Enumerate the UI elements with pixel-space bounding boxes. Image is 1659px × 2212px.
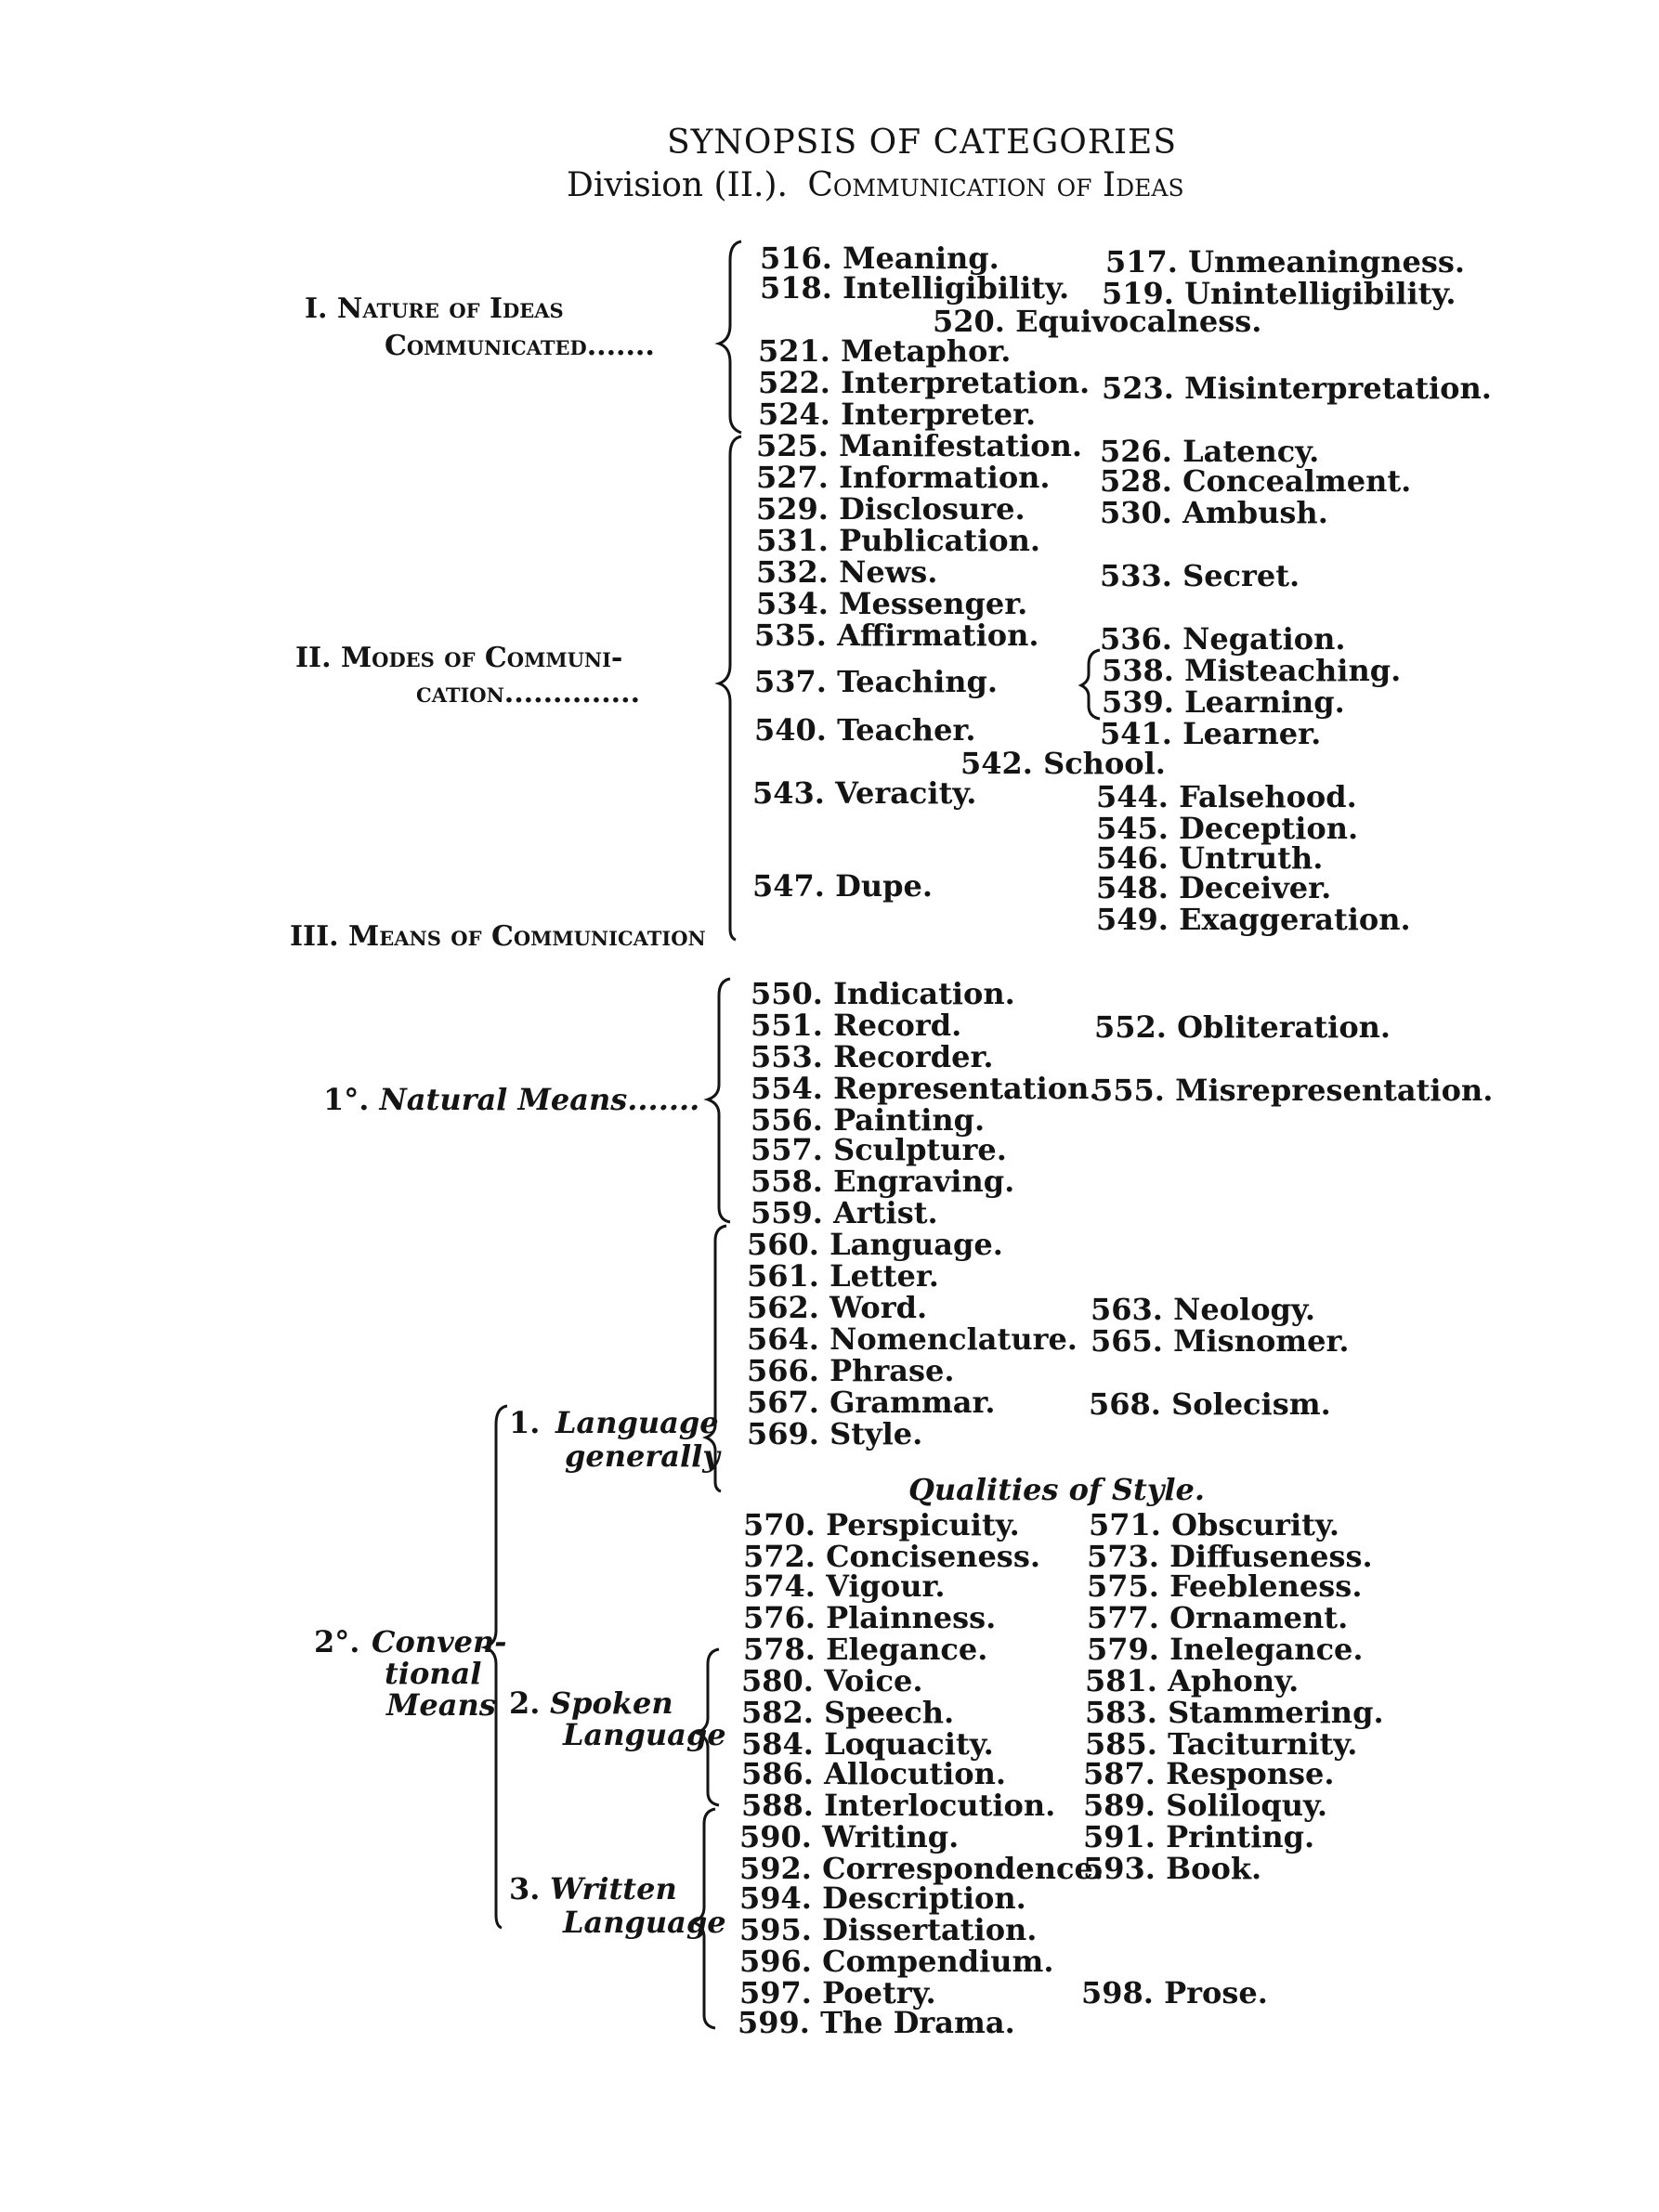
category-531: 531. Publication. <box>756 523 1040 558</box>
category-565: 565. Misnomer. <box>1091 1323 1350 1359</box>
category-529: 529. Disclosure. <box>756 491 1025 527</box>
category-541: 541. Learner. <box>1100 716 1322 751</box>
category-545: 545. Deception. <box>1096 811 1359 846</box>
category-540: 540. Teacher. <box>754 712 976 748</box>
category-564: 564. Nomenclature. <box>747 1321 1078 1357</box>
brace-written <box>693 1809 715 2028</box>
category-572: 572. Conciseness. <box>743 1539 1040 1574</box>
category-571: 571. Obscurity. <box>1089 1507 1339 1542</box>
category-598: 598. Prose. <box>1081 1975 1268 2010</box>
brace-538-539 <box>1081 650 1100 719</box>
category-561: 561. Letter. <box>747 1258 939 1294</box>
category-580: 580. Voice. <box>741 1663 923 1698</box>
category-569: 569. Style. <box>747 1416 923 1451</box>
category-526: 526. Latency. <box>1100 434 1320 469</box>
brace-conventional <box>485 1406 507 1928</box>
division-name: Communication of Ideas <box>807 166 1184 204</box>
spoken-language-line2: Language <box>563 1717 726 1752</box>
written-language-number: 3. <box>509 1871 541 1906</box>
category-596: 596. Compendium. <box>739 1944 1054 1979</box>
category-549: 549. Exaggeration. <box>1096 902 1411 937</box>
category-556: 556. Painting. <box>751 1102 986 1138</box>
category-555: 555. Misrepresentation. <box>1092 1073 1494 1108</box>
brace-nature <box>719 241 741 433</box>
category-568: 568. Solecism. <box>1089 1386 1331 1422</box>
category-551: 551. Record. <box>751 1008 962 1043</box>
category-586: 586. Allocution. <box>741 1756 1006 1791</box>
category-584: 584. Loquacity. <box>741 1726 994 1762</box>
category-536: 536. Negation. <box>1100 621 1346 657</box>
category-559: 559. Artist. <box>751 1195 938 1230</box>
category-594: 594. Description. <box>739 1880 1026 1916</box>
category-543: 543. Veracity. <box>752 775 977 811</box>
category-591: 591. Printing. <box>1083 1819 1315 1854</box>
category-563: 563. Neology. <box>1091 1292 1315 1327</box>
written-language-line1: Written <box>550 1871 677 1906</box>
category-519: 519. Unintelligibility. <box>1102 276 1457 311</box>
category-582: 582. Speech. <box>741 1695 955 1730</box>
category-579: 579. Inelegance. <box>1087 1632 1364 1667</box>
category-548: 548. Deceiver. <box>1096 870 1332 905</box>
category-517: 517. Unmeaningness. <box>1105 244 1466 280</box>
section-label-modes-line1: II. Modes of Communi- <box>295 642 623 674</box>
category-574: 574. Vigour. <box>743 1568 946 1604</box>
category-539: 539. Learning. <box>1102 684 1345 720</box>
section-label-modes-line2: cation.............. <box>416 677 641 709</box>
section-label-nature-line2: Communicated....... <box>385 330 655 362</box>
category-593: 593. Book. <box>1083 1851 1262 1886</box>
category-518: 518. Intelligibility. <box>760 270 1070 306</box>
category-597: 597. Poetry. <box>739 1975 936 2010</box>
category-566: 566. Phrase. <box>747 1353 955 1388</box>
category-542: 542. School. <box>960 746 1166 781</box>
conventional-means-line2: tional <box>385 1656 482 1691</box>
category-583: 583. Stammering. <box>1085 1695 1384 1730</box>
division-label: Division (II.). <box>567 166 788 204</box>
category-524: 524. Interpreter. <box>758 397 1037 432</box>
category-567: 567. Grammar. <box>747 1385 996 1420</box>
category-585: 585. Taciturnity. <box>1085 1726 1358 1762</box>
natural-means-number: 1°. <box>323 1082 370 1117</box>
category-544: 544. Falsehood. <box>1096 779 1357 814</box>
category-588: 588. Interlocution. <box>741 1788 1056 1823</box>
category-532: 532. News. <box>756 554 938 590</box>
section-label-means: III. Means of Communication <box>290 920 706 953</box>
category-547: 547. Dupe. <box>752 868 933 904</box>
category-589: 589. Soliloquy. <box>1083 1788 1328 1823</box>
category-558: 558. Engraving. <box>751 1164 1015 1199</box>
category-537: 537. Teaching. <box>754 664 998 699</box>
category-550: 550. Indication. <box>751 976 1015 1011</box>
category-562: 562. Word. <box>747 1290 928 1325</box>
category-534: 534. Messenger. <box>756 586 1028 621</box>
brace-modes <box>719 436 741 940</box>
brace-language-generally <box>706 1226 726 1491</box>
category-576: 576. Plainness. <box>743 1600 997 1635</box>
language-generally-line2: generally <box>565 1438 720 1474</box>
qualities-of-style-heading: Qualities of Style. <box>908 1472 1206 1507</box>
category-587: 587. Response. <box>1083 1756 1335 1791</box>
category-521: 521. Metaphor. <box>758 333 1012 369</box>
language-generally-line1: Language <box>555 1405 719 1440</box>
category-533: 533. Secret. <box>1100 558 1300 593</box>
category-554: 554. Representation. <box>751 1071 1100 1106</box>
page-title: SYNOPSIS OF CATEGORIES <box>667 124 1177 162</box>
category-595: 595. Dissertation. <box>739 1912 1038 1947</box>
category-528: 528. Concealment. <box>1100 463 1412 499</box>
spoken-language-line1: Spoken <box>550 1685 673 1721</box>
category-557: 557. Sculpture. <box>751 1132 1007 1167</box>
category-520: 520. Equivocalness. <box>933 304 1262 339</box>
category-577: 577. Ornament. <box>1087 1600 1349 1635</box>
category-525: 525. Manifestation. <box>756 428 1082 463</box>
section-label-nature-line1: I. Nature of Ideas <box>305 293 564 325</box>
category-599: 599. The Drama. <box>738 2005 1015 2040</box>
category-553: 553. Recorder. <box>751 1039 994 1074</box>
conventional-means-number: 2°. <box>314 1624 360 1659</box>
category-523: 523. Misinterpretation. <box>1102 371 1492 406</box>
category-578: 578. Elegance. <box>743 1632 988 1667</box>
category-570: 570. Perspicuity. <box>743 1507 1020 1542</box>
conventional-means-line1: Conven- <box>372 1624 507 1659</box>
category-522: 522. Interpretation. <box>758 365 1091 400</box>
spoken-language-number: 2. <box>509 1685 541 1721</box>
category-552: 552. Obliteration. <box>1094 1009 1391 1045</box>
category-527: 527. Information. <box>756 460 1051 495</box>
category-575: 575. Feebleness. <box>1087 1568 1363 1604</box>
category-581: 581. Aphony. <box>1085 1663 1300 1698</box>
category-590: 590. Writing. <box>739 1819 960 1854</box>
written-language-line2: Language <box>563 1905 726 1940</box>
category-535: 535. Affirmation. <box>754 618 1039 653</box>
conventional-means-line3: Means <box>386 1687 496 1723</box>
category-592: 592. Correspondence. <box>739 1851 1104 1886</box>
category-546: 546. Untruth. <box>1096 840 1324 876</box>
category-530: 530. Ambush. <box>1100 495 1328 530</box>
natural-means-text: Natural Means....... <box>379 1082 700 1117</box>
brace-spoken <box>697 1649 719 1805</box>
category-560: 560. Language. <box>747 1227 1003 1262</box>
category-573: 573. Diffuseness. <box>1087 1539 1373 1574</box>
category-516: 516. Meaning. <box>760 241 999 276</box>
category-538: 538. Misteaching. <box>1102 653 1402 688</box>
brace-natural <box>708 979 730 1222</box>
language-generally-number: 1. <box>509 1405 541 1440</box>
